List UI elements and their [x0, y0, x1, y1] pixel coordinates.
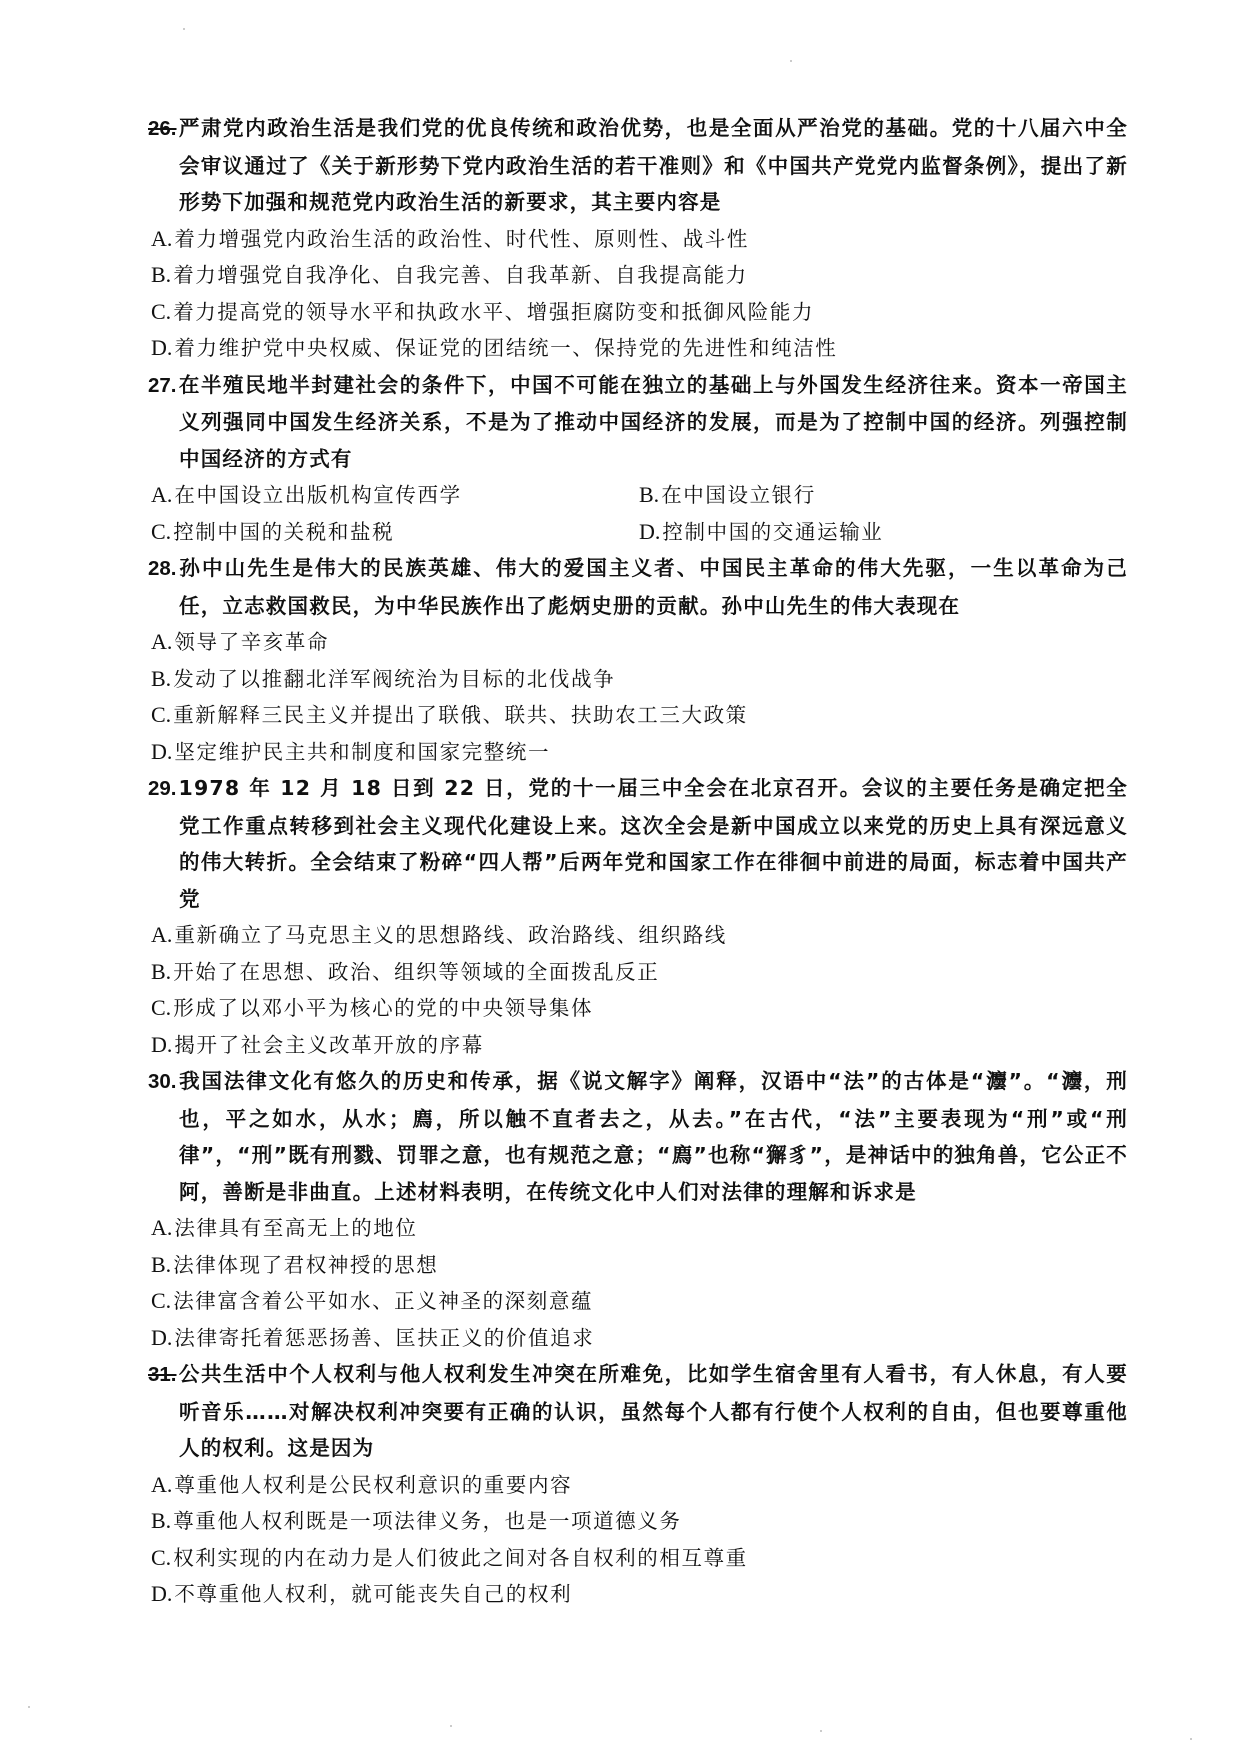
- option-text: 法律富含着公平如水、正义神圣的深刻意蕴: [173, 1289, 594, 1313]
- options-list: [148, 477, 1128, 550]
- option-d[interactable]: [151, 1027, 1128, 1064]
- option-text: 坚定维护民主共和制度和国家完整统一: [174, 739, 551, 764]
- option-letter: A.: [151, 922, 173, 947]
- option-text: 着力增强党自我净化、自我完善、自我革新、自我提高能力: [173, 263, 748, 287]
- option-b[interactable]: [151, 1247, 1128, 1284]
- question-stem: [148, 367, 1128, 478]
- option-c[interactable]: [151, 1283, 1128, 1320]
- option-letter: A.: [151, 482, 173, 507]
- option-letter: A.: [151, 225, 173, 251]
- option-letter: B.: [151, 1251, 172, 1277]
- scan-speck: [450, 1725, 452, 1727]
- option-d[interactable]: [639, 514, 1127, 551]
- option-letter: D.: [151, 1581, 173, 1606]
- question-stem: [148, 1063, 1128, 1210]
- option-letter: A.: [151, 629, 173, 654]
- scan-speck: [183, 28, 185, 30]
- option-d[interactable]: [151, 1576, 1128, 1613]
- option-letter: B.: [151, 262, 172, 287]
- question-text: 我国法律文化有悠久的历史和传承，据《说文解字》阐释，汉语中“法”的古体是“灋”。“灋，刑也，平之如水，从水；廌，所以触不直者去之，从去。”在古代，“法”主要表现为“刑”或“刑律”，“刑”既有刑戮、罚罪之意，也有规范之意；“廌”也称“獬豸”，是神话中的独角兽，它公正不阿，善断是非曲直。上述材料表明，在传统文化中人们对法律的理解和诉求是: [178, 1069, 1129, 1204]
- option-text: 发动了以推翻北洋军阀统治为目标的北伐战争: [173, 666, 616, 691]
- option-text: 尊重他人权利是公民权利意识的重要内容: [174, 1472, 573, 1497]
- option-b[interactable]: [151, 954, 1128, 991]
- option-a[interactable]: [151, 624, 1128, 661]
- option-letter: D.: [151, 1324, 173, 1350]
- option-c[interactable]: [151, 514, 639, 551]
- option-text: 重新解释三民主义并提出了联俄、联共、扶助农工三大政策: [173, 703, 748, 727]
- question-27: [148, 367, 1128, 551]
- question-30: [148, 1063, 1128, 1356]
- option-text: 开始了在思想、政治、组织等领域的全面拨乱反正: [173, 959, 660, 984]
- option-a[interactable]: [151, 477, 639, 514]
- option-text: 尊重他人权利既是一项法律义务，也是一项道德义务: [173, 1509, 682, 1533]
- option-text: 重新确立了马克思主义的思想路线、政治路线、组织路线: [174, 923, 727, 947]
- option-c[interactable]: [151, 990, 1128, 1027]
- question-number: 31.: [148, 1363, 177, 1386]
- option-a[interactable]: [151, 917, 1128, 954]
- question-stem: [148, 770, 1128, 917]
- option-text: 控制中国的关税和盐税: [173, 519, 395, 544]
- question-stem: [148, 550, 1128, 624]
- question-number: 26.: [148, 117, 177, 140]
- option-text: 揭开了社会主义改革开放的序幕: [174, 1032, 484, 1057]
- question-stem: [148, 110, 1128, 221]
- option-letter: C.: [151, 298, 172, 324]
- scan-speck: [820, 1730, 822, 1732]
- question-26: [148, 110, 1128, 367]
- option-a[interactable]: [151, 1210, 1128, 1247]
- option-text: 控制中国的交通运输业: [662, 519, 884, 544]
- option-text: 着力提高党的领导水平和执政水平、增强拒腐防变和抵御风险能力: [173, 299, 815, 324]
- option-letter: A.: [151, 1471, 173, 1497]
- option-text: 权利实现的内在动力是人们彼此之间对各自权利的相互尊重: [173, 1545, 748, 1570]
- option-text: 不尊重他人权利，就可能丧失自己的权利: [174, 1582, 573, 1606]
- option-text: 在中国设立银行: [661, 483, 816, 507]
- option-b[interactable]: [151, 1503, 1128, 1540]
- options-list: [148, 221, 1128, 367]
- option-text: 着力维护党中央权威、保证党的团结统一、保持党的先进性和纯洁性: [174, 336, 838, 360]
- scan-speck: [790, 60, 792, 62]
- option-letter: B.: [151, 1508, 172, 1533]
- option-letter: C.: [151, 518, 172, 544]
- option-letter: D.: [151, 335, 173, 360]
- question-29: [148, 770, 1128, 1063]
- option-a[interactable]: [151, 221, 1128, 258]
- scan-speck: [1190, 1738, 1192, 1740]
- option-letter: C.: [151, 1288, 172, 1313]
- option-letter: C.: [151, 702, 172, 727]
- options-list: [148, 917, 1128, 1063]
- option-d[interactable]: [151, 734, 1128, 771]
- question-31: [148, 1356, 1128, 1613]
- option-letter: D.: [151, 738, 173, 764]
- question-number: 27.: [148, 373, 177, 397]
- option-text: 法律具有至高无上的地位: [174, 1216, 418, 1240]
- options-list: [148, 1467, 1128, 1613]
- option-letter: B.: [151, 665, 172, 691]
- question-text: 在半殖民地半封建社会的条件下，中国不可能在独立的基础上与外国发生经济往来。资本一帝国主义列强同中国发生经济关系，不是为了推动中国经济的发展，而是为了控制中国的经济。列强控制中国经济的方式有: [178, 372, 1128, 471]
- option-letter: B.: [151, 958, 172, 984]
- option-text: 着力增强党内政治生活的政治性、时代性、原则性、战斗性: [174, 226, 749, 251]
- option-c[interactable]: [151, 1540, 1128, 1577]
- question-text: 严肃党内政治生活是我们党的优良传统和政治优势，也是全面从严治党的基础。党的十八届六中全会审议通过了《关于新形势下党内政治生活的若干准则》和《中国共产党党内监督条例》，提出了新形势下加强和规范党内政治生活的新要求，其主要内容是: [178, 116, 1128, 214]
- option-text: 法律寄托着惩恶扬善、匡扶正义的价值追求: [174, 1325, 595, 1350]
- question-number: 29.: [148, 777, 177, 800]
- scan-speck: [28, 1706, 30, 1708]
- question-text: 孙中山先生是伟大的民族英雄、伟大的爱国主义者、中国民主革命的伟大先驱，一生以革命为己任，立志救国救民，为中华民族作出了彪炳史册的贡献。孙中山先生的伟大表现在: [178, 556, 1128, 618]
- option-text: 形成了以邓小平为核心的党的中央领导集体: [173, 996, 594, 1020]
- option-letter: A.: [151, 1215, 173, 1240]
- question-text: 公共生活中个人权利与他人权利发生冲突在所难免，比如学生宿舍里有人看书，有人休息，有人要听音乐……对解决权利冲突要有正确的认识，虽然每个人都有行使个人权利的自由，但也要尊重他人的权利。这是因为: [178, 1362, 1128, 1460]
- option-a[interactable]: [151, 1467, 1128, 1504]
- option-letter: C.: [151, 1544, 172, 1570]
- option-text: 法律体现了君权神授的思想: [173, 1252, 439, 1277]
- option-c[interactable]: [151, 697, 1128, 734]
- option-b[interactable]: [151, 257, 1128, 294]
- question-28: [148, 550, 1128, 770]
- option-letter: C.: [151, 995, 172, 1020]
- question-text: 1978 年 12 月 18 日到 22 日，党的十一届三中全会在北京召开。会议的主要任务是确定把全党工作重点转移到社会主义现代化建设上来。这次全会是新中国成立以来党的历史上具有深远意义的伟大转折。全会结束了粉碎“四人帮”后两年党和国家工作在徘徊中前进的局面，标志着中国共产党: [178, 776, 1128, 911]
- option-b[interactable]: [151, 661, 1128, 698]
- question-number: 28.: [148, 557, 177, 580]
- options-list: [148, 1210, 1128, 1356]
- option-d[interactable]: [151, 330, 1128, 367]
- option-text: 领导了辛亥革命: [174, 630, 330, 654]
- question-number: 30.: [148, 1070, 177, 1093]
- option-c[interactable]: [151, 294, 1128, 331]
- exam-page: [148, 110, 1128, 1613]
- option-letter: D.: [639, 518, 661, 544]
- option-d[interactable]: [151, 1320, 1128, 1357]
- option-letter: B.: [639, 482, 660, 507]
- option-b[interactable]: [639, 477, 1127, 514]
- option-text: 在中国设立出版机构宣传西学: [174, 483, 462, 507]
- option-letter: D.: [151, 1031, 173, 1057]
- question-stem: [148, 1356, 1128, 1467]
- options-list: [148, 624, 1128, 770]
